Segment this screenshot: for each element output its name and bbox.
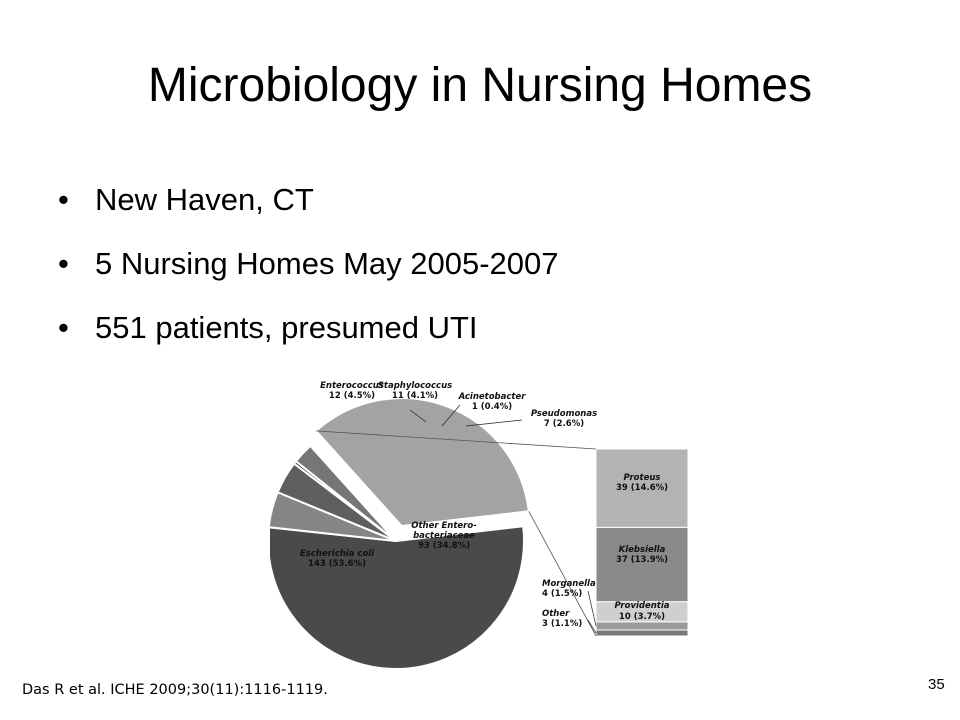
bullet-list	[58, 172, 559, 364]
bullet-text: 551 patients, presumed UTI	[95, 310, 478, 345]
bar-label-morganella-value: 4 (1.5%)	[542, 589, 583, 599]
bullet-dot-icon: •	[58, 246, 69, 281]
citation: Das R et al. ICHE 2009;30(11):1116-1119.	[22, 682, 328, 698]
slice-label-acinetobacter-value: 1 (0.4%)	[471, 402, 513, 412]
slide-title: Microbiology in Nursing Homes	[147, 59, 813, 112]
bar-label-klebsiella-value: 37 (13.9%)	[615, 555, 669, 565]
bar-segment-other	[596, 630, 688, 636]
bar-label-proteus-name: Proteus	[623, 473, 661, 483]
slice-label-ecoli-name: Escherichia coli	[299, 549, 375, 559]
slice-label-staphylococcus-name: Staphylococcus	[377, 381, 453, 391]
bar-label-providentia-name: Providentia	[614, 601, 670, 611]
pie-of-bar-chart	[270, 368, 710, 670]
bar-label-other-name: Other	[542, 609, 570, 619]
bullet-dot-icon: •	[58, 182, 69, 217]
bar-label-morganella-name: Morganella	[542, 579, 596, 589]
page-number: 35	[928, 676, 945, 693]
slice-label-pseudomonas-value: 7 (2.6%)	[543, 419, 585, 429]
slice-label-acinetobacter-name: Acinetobacter	[458, 392, 526, 402]
slice-label-other-entero-name2: bacteriaceae	[413, 531, 475, 541]
slice-label-other-entero-value: 93 (34.8%)	[417, 541, 471, 551]
slice-label-ecoli-value: 143 (53.6%)	[308, 559, 366, 569]
bar-segment-morganella	[596, 622, 688, 630]
bar-label-other-value: 3 (1.1%)	[542, 619, 583, 629]
bullet-item	[58, 172, 559, 236]
slice-label-staphylococcus-value: 11 (4.1%)	[391, 391, 439, 401]
slice-label-pseudomonas-name: Pseudomonas	[530, 409, 598, 419]
bullet-text: New Haven, CT	[95, 182, 314, 217]
slice-label-other-entero-name: Other Entero-	[411, 521, 477, 531]
bullet-dot-icon: •	[58, 310, 69, 345]
bullet-text: 5 Nursing Homes May 2005-2007	[95, 246, 559, 281]
bullet-item	[58, 300, 559, 364]
bar-label-proteus-value: 39 (14.6%)	[615, 483, 669, 493]
pie-slice-escherichia-coli	[270, 526, 524, 669]
slice-label-enterococcus-name: Enterococcus	[320, 381, 384, 391]
bar-label-klebsiella-name: Klebsiella	[618, 545, 666, 555]
bar-label-providentia-value: 10 (3.7%)	[618, 612, 666, 622]
bullet-item	[58, 236, 559, 300]
slice-label-enterococcus-value: 12 (4.5%)	[328, 391, 376, 401]
leader-line	[588, 591, 596, 626]
